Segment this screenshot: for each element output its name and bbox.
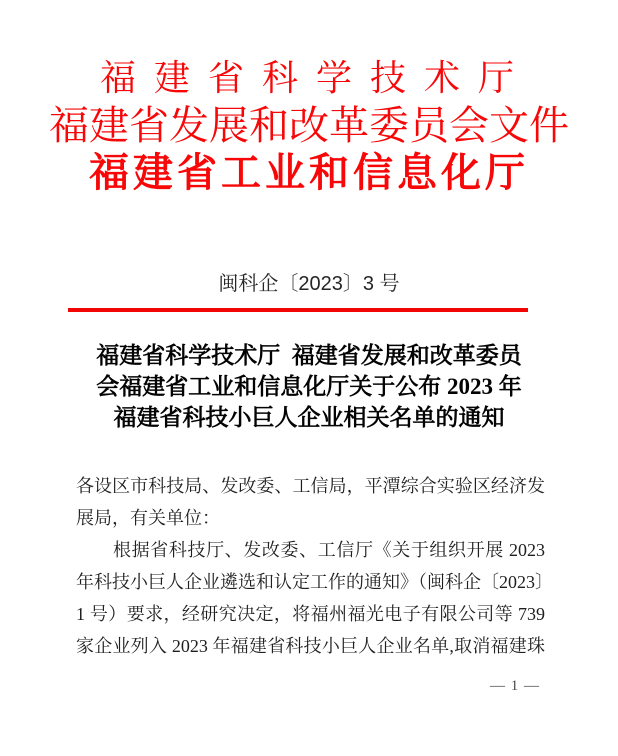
title-line-3: 福建省科技小巨人企业相关名单的通知 xyxy=(113,405,505,430)
body-line-paragraph-2: 年科技小巨人企业遴选和认定工作的通知》（闽科企〔2023〕 xyxy=(76,572,553,592)
body-line-paragraph-4: 家企业列入 2023 年福建省科技小巨人企业名单,取消福建珠 xyxy=(76,636,545,656)
red-divider-line xyxy=(68,308,528,312)
body-line-recipients-2: 展局，有关单位： xyxy=(76,508,220,528)
title-line-2: 会福建省工业和信息化厅关于公布 2023 年 xyxy=(96,374,522,399)
body-line-paragraph-1: 根据省科技厅、发改委、工信厅《关于组织开展 2023 xyxy=(113,540,545,560)
agency-name-line-1: 福 建 省 科 学 技 术 厅 xyxy=(99,57,518,98)
agency-name-line-2: 福建省发展和改革委员会文件 xyxy=(49,104,569,148)
document-title xyxy=(0,340,618,433)
title-line-1: 福建省科学技术厅 福建省发展和改革委员 xyxy=(96,343,522,368)
page-number: — 1 — xyxy=(490,678,540,694)
agency-name-line-3: 福建省工业和信息化厅 xyxy=(89,150,529,195)
document-number: 闽科企〔2023〕3 号 xyxy=(218,273,400,295)
body-text xyxy=(76,470,553,662)
body-line-paragraph-3: 1 号）要求，经研究决定，将福州福光电子有限公司等 739 xyxy=(76,604,545,624)
body-line-recipients-1: 各设区市科技局、发改委、工信局，平潭综合实验区经济发 xyxy=(76,476,545,496)
